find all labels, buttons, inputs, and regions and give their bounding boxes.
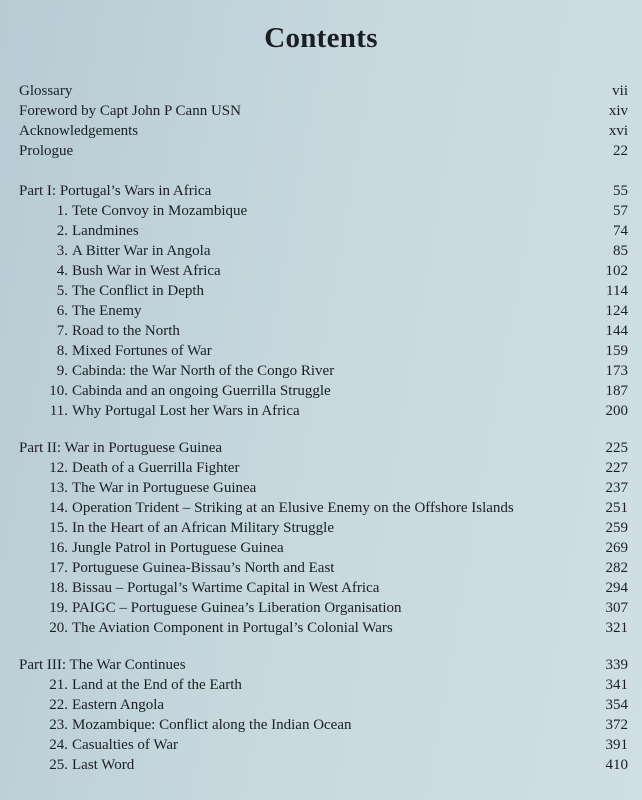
- toc-chapter-entry[interactable]: [0, 558, 642, 578]
- page-number: 251: [605, 500, 628, 516]
- entry-title: PAIGC – Portuguese Guinea’s Liberation Organisation: [72, 600, 402, 616]
- page-number: 74: [613, 223, 628, 239]
- page-number: 159: [605, 343, 628, 359]
- toc-chapter-entry[interactable]: [0, 498, 642, 518]
- page-number: 410: [605, 757, 628, 773]
- entry-title: Part II: War in Portuguese Guinea: [19, 440, 223, 456]
- entry-title: Bissau – Portugal’s Wartime Capital in West Africa: [72, 580, 380, 596]
- page-number: 22: [613, 143, 628, 159]
- page-number: 372: [605, 717, 628, 733]
- chapter-number: 7.: [56, 323, 68, 339]
- entry-title: The Aviation Component in Portugal’s Colonial Wars: [72, 620, 393, 636]
- toc-chapter-entry[interactable]: [0, 618, 642, 638]
- page-number: 57: [613, 203, 628, 219]
- chapter-number: 20.: [49, 620, 68, 636]
- chapter-number: 4.: [56, 263, 68, 279]
- toc-chapter-entry[interactable]: [0, 401, 642, 421]
- page-number: 85: [613, 243, 628, 259]
- toc-front-entry[interactable]: [0, 101, 642, 121]
- toc-part-entry[interactable]: [0, 438, 642, 458]
- entry-title: Casualties of War: [72, 737, 178, 753]
- page-number: 269: [605, 540, 628, 556]
- toc-chapter-entry[interactable]: [0, 578, 642, 598]
- page-title: Contents: [264, 22, 378, 54]
- chapter-number: 1.: [56, 203, 68, 219]
- chapter-number: 19.: [49, 600, 68, 616]
- page-number: 124: [605, 303, 628, 319]
- chapter-number: 12.: [49, 460, 68, 476]
- chapter-number: 3.: [56, 243, 68, 259]
- toc-part-entry[interactable]: [0, 181, 642, 201]
- entry-title: Acknowledgements: [19, 123, 139, 139]
- entry-title: A Bitter War in Angola: [72, 243, 211, 259]
- chapter-number: 18.: [49, 580, 68, 596]
- toc-part-entry[interactable]: [0, 655, 642, 675]
- toc-chapter-entry[interactable]: [0, 458, 642, 478]
- page-number: 227: [605, 460, 628, 476]
- entry-title: Cabinda: the War North of the Congo River: [72, 363, 335, 379]
- toc-chapter-entry[interactable]: [0, 675, 642, 695]
- toc-chapter-entry[interactable]: [0, 598, 642, 618]
- entry-title: Eastern Angola: [72, 697, 165, 713]
- entry-title: Landmines: [72, 223, 139, 239]
- chapter-number: 23.: [49, 717, 68, 733]
- page-number: 339: [605, 657, 628, 673]
- entry-title: The War in Portuguese Guinea: [72, 480, 257, 496]
- page-number: 102: [605, 263, 628, 279]
- chapter-number: 10.: [49, 383, 68, 399]
- page-number: 225: [605, 440, 628, 456]
- toc-front-entry[interactable]: [0, 121, 642, 141]
- page-number: 173: [605, 363, 628, 379]
- toc-chapter-entry[interactable]: [0, 361, 642, 381]
- chapter-number: 15.: [49, 520, 68, 536]
- chapter-number: 16.: [49, 540, 68, 556]
- page-number: xvi: [608, 123, 628, 139]
- page-number: 187: [605, 383, 628, 399]
- toc-chapter-entry[interactable]: [0, 261, 642, 281]
- page-number: 259: [605, 520, 628, 536]
- entry-title: Jungle Patrol in Portuguese Guinea: [72, 540, 284, 556]
- toc-chapter-entry[interactable]: [0, 518, 642, 538]
- entry-title: Last Word: [72, 757, 135, 773]
- chapter-number: 9.: [56, 363, 68, 379]
- toc-chapter-entry[interactable]: [0, 735, 642, 755]
- entry-title: Part I: Portugal’s Wars in Africa: [19, 183, 212, 199]
- entry-title: Foreword by Capt John P Cann USN: [19, 103, 241, 119]
- entry-title: Prologue: [19, 143, 74, 159]
- page-number: xiv: [608, 103, 628, 119]
- entry-title: Land at the End of the Earth: [72, 677, 242, 693]
- toc-chapter-entry[interactable]: [0, 301, 642, 321]
- chapter-number: 21.: [49, 677, 68, 693]
- toc-chapter-entry[interactable]: [0, 201, 642, 221]
- chapter-number: 14.: [49, 500, 68, 516]
- chapter-number: 24.: [49, 737, 68, 753]
- entry-title: In the Heart of an African Military Struggle: [72, 520, 335, 536]
- entry-title: Mixed Fortunes of War: [72, 343, 212, 359]
- entry-title: The Enemy: [72, 303, 142, 319]
- entry-title: Portuguese Guinea-Bissau’s North and East: [72, 560, 335, 576]
- toc-front-entry[interactable]: [0, 81, 642, 101]
- chapter-number: 11.: [49, 403, 68, 419]
- entry-title: Mozambique: Conflict along the Indian Ocean: [72, 717, 352, 733]
- entry-title: Cabinda and an ongoing Guerrilla Struggle: [72, 383, 331, 399]
- toc-chapter-entry[interactable]: [0, 755, 642, 775]
- chapter-number: 2.: [56, 223, 68, 239]
- page-number: 237: [605, 480, 628, 496]
- page-number: 341: [605, 677, 628, 693]
- chapter-number: 6.: [56, 303, 68, 319]
- page-number: 200: [605, 403, 628, 419]
- chapter-number: 22.: [49, 697, 68, 713]
- page-number: 294: [605, 580, 628, 596]
- toc-front-entry[interactable]: [0, 141, 642, 161]
- chapter-number: 5.: [56, 283, 68, 299]
- toc-chapter-entry[interactable]: [0, 341, 642, 361]
- page-number: 114: [606, 283, 628, 299]
- chapter-number: 13.: [49, 480, 68, 496]
- entry-title: Operation Trident – Striking at an Elusive Enemy on the Offshore Islands: [72, 500, 514, 516]
- entry-title: Why Portugal Lost her Wars in Africa: [72, 403, 300, 419]
- toc-chapter-entry[interactable]: [0, 321, 642, 341]
- page-number: 55: [613, 183, 628, 199]
- entry-title: Tete Convoy in Mozambique: [72, 203, 248, 219]
- chapter-number: 8.: [56, 343, 68, 359]
- entry-title: The Conflict in Depth: [72, 283, 205, 299]
- toc-chapter-entry[interactable]: [0, 241, 642, 261]
- chapter-number: 17.: [49, 560, 68, 576]
- page-number: vii: [612, 83, 628, 99]
- entry-title: Glossary: [19, 83, 73, 99]
- toc-chapter-entry[interactable]: [0, 281, 642, 301]
- toc-chapter-entry[interactable]: [0, 715, 642, 735]
- toc-chapter-entry[interactable]: [0, 538, 642, 558]
- chapter-number: 25.: [49, 757, 68, 773]
- toc-chapter-entry[interactable]: [0, 221, 642, 241]
- page-number: 391: [605, 737, 628, 753]
- toc-chapter-entry[interactable]: [0, 478, 642, 498]
- entry-title: Bush War in West Africa: [72, 263, 221, 279]
- toc-chapter-entry[interactable]: [0, 381, 642, 401]
- page-number: 282: [605, 560, 628, 576]
- entry-title: Part III: The War Continues: [19, 657, 186, 673]
- page-number: 144: [605, 323, 628, 339]
- page-number: 307: [605, 600, 628, 616]
- entry-title: Road to the North: [72, 323, 180, 339]
- page-number: 321: [605, 620, 628, 636]
- page-number: 354: [605, 697, 628, 713]
- toc-chapter-entry[interactable]: [0, 695, 642, 715]
- entry-title: Death of a Guerrilla Fighter: [72, 460, 240, 476]
